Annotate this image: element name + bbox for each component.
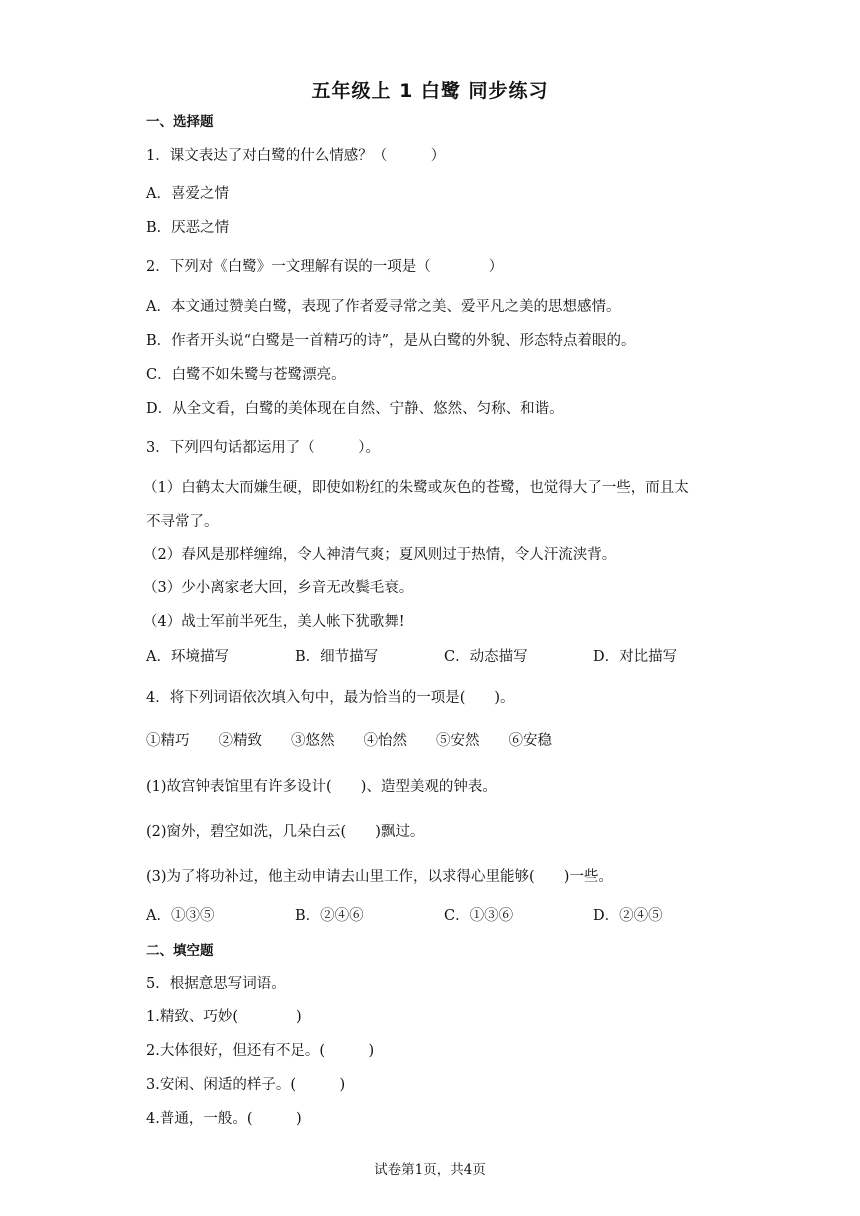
question-3-sentence-1-cont: 不寻常了。: [146, 514, 219, 530]
question-2-option-c: C．白鹭不如朱鹭与苍鹭漂亮。: [146, 367, 346, 383]
question-5-item-1: 1.精致、巧妙( ): [146, 1009, 302, 1025]
question-2-option-b: B．作者开头说“白鹭是一首精巧的诗”，是从白鹭的外貌、形态特点着眼的。: [146, 333, 636, 349]
question-3-sentence-2: （2）春风是那样缠绵，令人神清气爽；夏风则过于热情，令人汗流浃背。: [143, 547, 617, 563]
question-4-option-a: A．①③⑤: [146, 908, 215, 924]
section-heading-choice: 一、选择题: [146, 114, 214, 130]
question-3-option-a: A．环境描写: [146, 649, 229, 665]
question-3-stem: 3．下列四句话都运用了（ ）。: [146, 440, 380, 456]
question-3-sentence-4: （4）战士军前半死生，美人帐下犹歌舞!: [143, 614, 405, 630]
section-heading-fill: 二、填空题: [146, 943, 214, 959]
question-5-stem: 5．根据意思写词语。: [146, 976, 286, 992]
question-4-sentence-1: (1)故宫钟表馆里有许多设计( )、造型美观的钟表。: [146, 779, 497, 795]
question-1-option-a: A．喜爱之情: [146, 186, 229, 202]
question-5-item-4: 4.普通，一般。( ): [146, 1111, 302, 1127]
question-4-word-list: ①精巧 ②精致 ③悠然 ④怡然 ⑤安然 ⑥安稳: [146, 733, 552, 749]
question-2-stem: 2．下列对《白鹭》一文理解有误的一项是（ ）: [146, 259, 504, 275]
question-3-sentence-1: （1）白鹤太大而嫌生硬，即使如粉红的朱鹭或灰色的苍鹭，也觉得大了一些，而且太: [143, 480, 689, 496]
question-3-option-d: D．对比描写: [593, 649, 678, 665]
question-1-option-b: B．厌恶之情: [146, 220, 230, 236]
question-5-item-3: 3.安闲、闲适的样子。( ): [146, 1077, 346, 1093]
question-4-sentence-2: (2)窗外，碧空如洗，几朵白云( )飘过。: [146, 824, 425, 840]
question-4-option-b: B．②④⑥: [295, 908, 364, 924]
question-3-option-b: B．细节描写: [295, 649, 379, 665]
question-2-option-d: D．从全文看，白鹭的美体现在自然、宁静、悠然、匀称、和谐。: [146, 401, 564, 417]
question-3-options: [146, 647, 746, 667]
question-2-option-a: A．本文通过赞美白鹭，表现了作者爱寻常之美、爱平凡之美的思想感情。: [146, 299, 621, 315]
question-4-options: [146, 906, 746, 926]
question-4-option-c: C．①③⑥: [444, 908, 514, 924]
page-title: 五年级上 1 白鹭 同步练习: [311, 80, 549, 102]
question-4-stem: 4．将下列词语依次填入句中，最为恰当的一项是( )。: [146, 690, 515, 706]
question-3-sentence-3: （3）少小离家老大回，乡音无改鬓毛衰。: [143, 580, 414, 596]
page-footer: 试卷第1页，共4页: [374, 1162, 486, 1178]
question-3-option-c: C．动态描写: [444, 649, 528, 665]
question-4-sentence-3: (3)为了将功补过，他主动申请去山里工作，以求得心里能够( )一些。: [146, 869, 613, 885]
question-5-item-2: 2.大体很好，但还有不足。( ): [146, 1043, 375, 1059]
question-1-stem: 1．课文表达了对白鹭的什么情感？（ ）: [146, 148, 446, 164]
question-4-option-d: D．②④⑤: [593, 908, 663, 924]
